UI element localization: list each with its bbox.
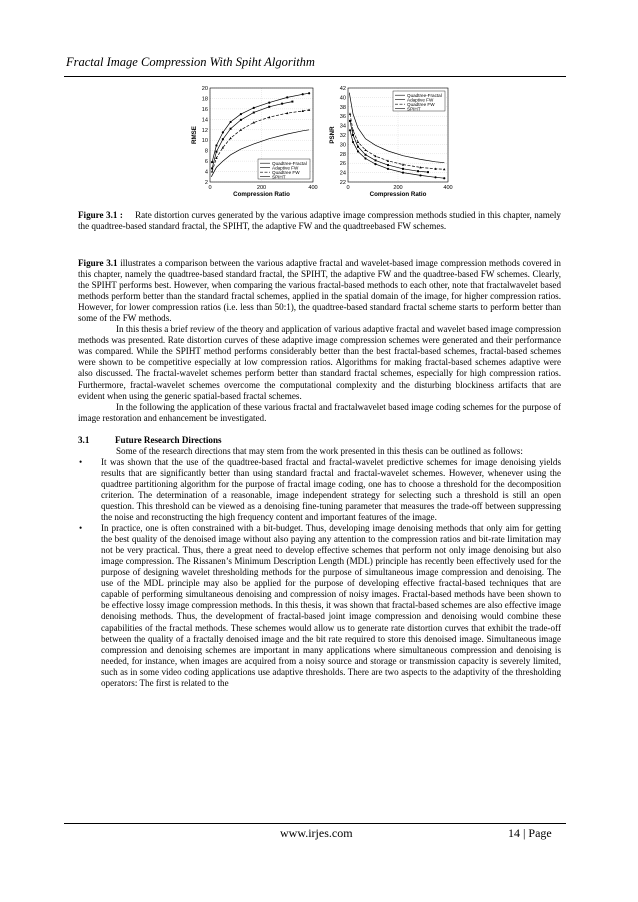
data-point <box>434 176 436 178</box>
y-tick-label: 10 <box>201 138 208 145</box>
data-point <box>240 119 242 121</box>
data-point <box>308 92 310 94</box>
y-tick-label: 40 <box>339 95 346 102</box>
data-point <box>286 112 288 114</box>
bullet-icon: • <box>79 523 83 534</box>
legend-entry: SPIHT <box>407 106 421 112</box>
data-point <box>349 113 351 115</box>
data-point <box>349 129 351 131</box>
series-line <box>212 102 292 169</box>
data-point <box>365 154 367 156</box>
data-point <box>419 174 421 176</box>
data-point <box>222 138 224 140</box>
paragraph-1-lead: Figure 3.1 <box>78 258 118 268</box>
data-point <box>357 146 359 148</box>
data-point <box>253 112 255 114</box>
legend-entry: Quadtree-Fractal <box>407 92 442 98</box>
data-point <box>387 168 389 170</box>
x-axis-label: Compression Ratio <box>369 191 427 198</box>
list-item <box>78 457 561 523</box>
y-tick-label: 12 <box>201 127 208 134</box>
data-point <box>302 93 304 95</box>
section-number: 3.1 <box>78 434 90 445</box>
legend-entry: Adaptive FW <box>272 165 299 171</box>
data-point <box>286 96 288 98</box>
y-tick-label: 28 <box>339 151 346 158</box>
y-tick-label: 16 <box>201 106 208 113</box>
x-tick-label: 400 <box>443 185 453 191</box>
bullet-icon: • <box>79 456 83 467</box>
data-point <box>443 177 445 179</box>
y-tick-label: 24 <box>339 170 346 177</box>
data-point <box>357 141 359 143</box>
footer-rule <box>64 823 566 824</box>
data-point <box>402 172 404 174</box>
data-point <box>211 161 213 163</box>
x-axis-label: Compression Ratio <box>233 191 290 198</box>
chart-2 <box>329 86 453 198</box>
legend-entry: SPIHT <box>272 174 286 180</box>
data-point <box>387 164 389 166</box>
chart-1 <box>191 86 318 198</box>
list-item <box>78 523 561 689</box>
y-tick-label: 22 <box>339 180 346 186</box>
paragraph-1-text: illustrates a comparison between the various adaptive fractal and wavelet-based image compression methods covered in this chapter, namely the quadtree-based standard fractal, the SPIHT, the adaptive FW and the quadtree-based FW schemes. Clearly, the SPIHT performs best. However, when comparing the various fractal-based methods to each other, note that fractalwavelet based methods perform better than the standard fractal schemes, applied in the spatial domain of the image, for higher compression ratios. However, for lower compression ratios (i.e. less than 50:1), the quadtree-based standard fractal scheme starts to perform better than some of the FW methods. <box>78 258 561 324</box>
y-tick-label: 6 <box>204 159 208 166</box>
data-point <box>375 159 377 161</box>
figure-3-1 <box>178 86 453 206</box>
data-point <box>427 171 429 173</box>
data-point <box>268 106 270 108</box>
data-point <box>349 120 351 122</box>
y-tick-label: 20 <box>201 86 208 92</box>
y-tick-label: 2 <box>204 180 208 186</box>
data-point <box>417 170 419 172</box>
caption-label: Figure 3.1 : <box>78 210 123 220</box>
data-point <box>215 151 217 153</box>
data-point <box>352 141 354 143</box>
list-item-text: In practice, one is often constrained with a bit-budget. Thus, developing image denoising methods that only aim for getting the best quality of the denoised image without also paying any attention to the compression ratios and bit-rate limitation may not be very practical. Thus, there a great need to develop effective schemes that perform not only image denoising but also image compression. The Rissanen’s Minimum Description Length (MDL) principle has recently been effectively used for the purpose of designing wavelet thresholding methods for the purpose of simultaneous image compression and denoising. The use of the MDL principle may also be applied for the purpose of developing effective fractal-based techniques that are capable of performing simultaneous denoising and compression of noisy images. Fractal-based methods have been shown to be effective lossy image compression methods. In this thesis, it was shown that fractal-based schemes are also effective image denoising methods. Thus, the development of fractal-based joint image compression and denoising would combine these capabilities of the fractal methods. These schemes would allow us to generate rate distortion curves that exhibit the trade-off between the quality of a fractally denoised image and the bit rate required to store this denoised image. Simultaneous image compression and denoising schemes are important in many applications where simultaneous compression and denoising is needed, for instance, when images are acquired from a noisy source and storage or transmission capacity is severely limited, such as in some video coding applications use adaptive thresholds. There are two aspects to the adaptivity of the thresholding operators: The first is related to the <box>101 523 561 688</box>
y-tick-label: 38 <box>339 104 346 111</box>
y-tick-label: 36 <box>339 114 346 121</box>
x-tick-label: 200 <box>393 185 403 191</box>
legend-entry: Adaptive FW <box>407 97 434 103</box>
data-point <box>230 128 232 130</box>
data-point <box>268 102 270 104</box>
x-tick-label: 0 <box>208 185 212 191</box>
data-point <box>253 107 255 109</box>
page-number: 14 | Page <box>508 826 552 840</box>
data-point <box>352 134 354 136</box>
y-tick-label: 32 <box>339 133 346 139</box>
series-line <box>350 130 444 178</box>
data-point <box>281 103 283 105</box>
legend-entry: Quadtree-Fractal <box>272 160 307 166</box>
legend-entry: Quadtree FW <box>407 101 435 107</box>
header-rule <box>64 76 566 77</box>
data-point <box>240 113 242 115</box>
y-tick-label: 42 <box>339 86 346 92</box>
data-point <box>229 137 231 139</box>
y-tick-label: 8 <box>204 148 208 155</box>
data-point <box>357 150 359 152</box>
y-tick-label: 4 <box>204 169 208 176</box>
y-tick-label: 18 <box>201 96 208 103</box>
data-point <box>364 157 366 159</box>
data-point <box>364 149 366 151</box>
paragraph-3: In the following the application of these various fractal and fractalwavelet based image coding schemes for the purpose of image restoration and enhancement be investigated. <box>78 401 561 423</box>
x-tick-label: 200 <box>256 185 267 191</box>
bullet-list <box>78 457 561 689</box>
paragraph-1 <box>78 258 561 324</box>
caption-text: Rate distortion curves generated by the various adaptive image compression methods studied in this chapter, namely the quadtree-based standard fractal, the SPIHT, the adaptive FW and the quadtreebased FW schemes. <box>78 210 561 232</box>
footer-url: www.irjes.com <box>280 826 353 840</box>
section-intro: Some of the research directions that may stem from the work presented in this thesis can be outlined as follows: <box>116 445 523 456</box>
y-tick-label: 14 <box>201 117 208 124</box>
data-point <box>215 144 217 146</box>
y-tick-label: 30 <box>339 142 346 149</box>
data-point <box>230 121 232 123</box>
y-tick-label: 26 <box>339 161 346 168</box>
data-point <box>402 168 404 170</box>
series-line <box>212 93 309 162</box>
x-tick-label: 0 <box>346 185 350 191</box>
y-axis-label: PSNR <box>329 126 336 144</box>
y-tick-label: 34 <box>339 123 346 130</box>
y-axis-label: RMSE <box>191 126 198 144</box>
data-point <box>291 101 293 103</box>
data-point <box>374 163 376 165</box>
paragraph-2: In this thesis a brief review of the theory and application of various adaptive fractal and wavelet based image compression methods was presented. Rate distortion curves of these adaptive image compression schemes were generated and their performance was compared. While the SPIHT method performs considerably better than the best fractal-based schemes, fractal-based schemes were shown to be competitive especially at low compression ratios. Algorithms for making fractal-based schemes adaptive were also discussed. The fractal-wavelet schemes perform better than standard fractal schemes, especially for high compression ratios. Furthermore, fractal-wavelet schemes overcome the computational complexity and the disturbing blockiness artifacts that are evident when using the generic spatial-based fractal schemes. <box>78 324 561 401</box>
list-item-text: It was shown that the use of the quadtree-based fractal and fractal-wavelet predictive schemes for image denoising yields results that are significantly better than using standard fractal and fractal-wavelet schemes. However, whenever using the quadtree partitioning algorithm for the purpose of fractal image coding, one has to choose a threshold for the decomposition criterion. The determination of a reasonable, image independent strategy for selecting such a threshold is still an open question. This threshold can be viewed as a denoising fine-tuning parameter that measures the trade-off between suppressing the noise and reconstructing the high frequency content and important features of the image. <box>101 456 561 523</box>
figure-caption <box>78 210 561 232</box>
body-text <box>78 258 561 689</box>
data-point <box>222 131 224 133</box>
legend-entry: Quadtree FW <box>272 169 300 175</box>
running-header: Fractal Image Compression With Spiht Algorithm <box>66 55 315 69</box>
section-heading <box>78 435 561 446</box>
x-tick-label: 400 <box>308 185 318 191</box>
section-title: Future Research Directions <box>115 434 222 445</box>
figure-charts <box>178 86 453 206</box>
